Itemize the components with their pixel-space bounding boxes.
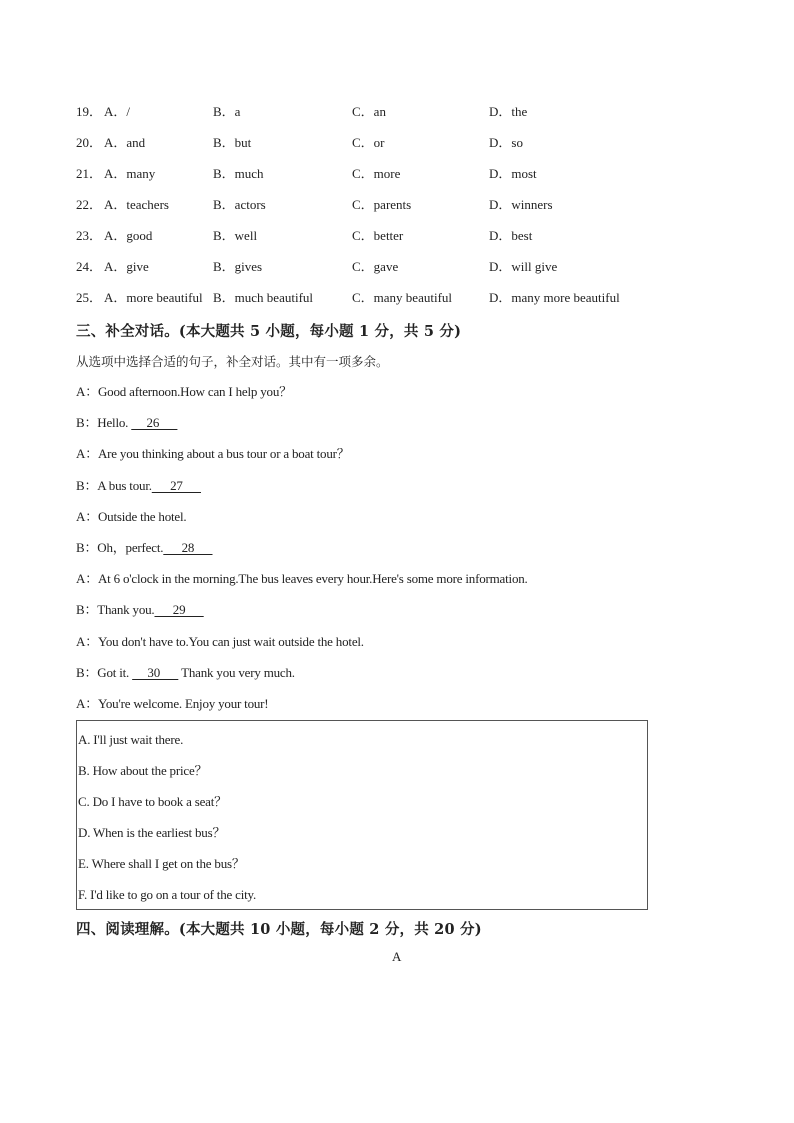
option-b: B．well — [213, 228, 258, 243]
option-a: A．and — [104, 135, 146, 150]
option-c: C．better — [352, 228, 404, 243]
option-a: A．give — [104, 259, 149, 274]
question-number: 25． — [76, 290, 103, 305]
option-b: B．much — [213, 166, 264, 181]
question-number: 24． — [76, 259, 103, 274]
answer-option-a: A. I'll just wait there. — [78, 732, 184, 747]
dialogue-line — [76, 381, 716, 412]
dialogue-text: B：A bus tour. — [76, 477, 152, 493]
blank-27[interactable]: 27 — [151, 477, 201, 493]
question-19 — [76, 101, 676, 132]
blank-30[interactable]: 30 — [132, 664, 179, 680]
question-number: 23． — [76, 228, 103, 243]
section-3-heading: 三、补全对话。(本大题共 5 小题，每小题 1 分，共 5 分) — [76, 323, 462, 340]
question-22 — [76, 194, 676, 225]
question-25 — [76, 287, 676, 318]
dialogue-text: A：You don't have to.You can just wait outside the hotel. — [76, 633, 364, 649]
option-d: D．winners — [489, 197, 553, 212]
option-b: B．actors — [213, 197, 266, 212]
question-number: 20． — [76, 135, 103, 150]
dialogue-text: B：Got it. — [76, 664, 133, 680]
dialogue-line — [76, 443, 716, 474]
question-number: 22． — [76, 197, 103, 212]
option-d: D．so — [489, 135, 523, 150]
option-c: C．an — [352, 104, 386, 119]
option-d: D．the — [489, 104, 528, 119]
option-b: B．but — [213, 135, 252, 150]
option-d: D．most — [489, 166, 537, 181]
option-c: C．gave — [352, 259, 399, 274]
answer-option-b: B. How about the price？ — [78, 763, 208, 778]
dialogue-text: Thank you very much. — [178, 664, 295, 680]
option-c: C．parents — [352, 197, 412, 212]
option-b: B．a — [213, 104, 241, 119]
dialogue-line — [76, 568, 716, 599]
blank-29[interactable]: 29 — [154, 602, 204, 618]
dialogue-text: A：Good afternoon.How can I help you？ — [76, 384, 292, 399]
question-number: 19． — [76, 104, 103, 119]
blank-26[interactable]: 26 — [131, 415, 178, 431]
section-4-heading: 四、阅读理解。(本大题共 10 小题，每小题 2 分，共 20 分) — [76, 921, 482, 938]
option-a: A．teachers — [104, 197, 169, 212]
question-21 — [76, 163, 676, 194]
option-a: A．more beautiful — [104, 290, 203, 305]
dialogue-line — [76, 631, 716, 662]
answer-option-e: E. Where shall I get on the bus？ — [78, 856, 245, 871]
dialogue-text: B：Thank you. — [76, 602, 155, 618]
option-a: A．/ — [104, 104, 131, 119]
answer-option-f: F. I'd like to go on a tour of the city. — [78, 887, 257, 902]
dialogue-line — [76, 506, 716, 537]
question-24 — [76, 256, 676, 287]
option-d: D．best — [489, 228, 533, 243]
answer-option-c: C. Do I have to book a seat？ — [78, 794, 227, 809]
option-d: D．will give — [489, 259, 558, 274]
option-b: B．much beautiful — [213, 290, 314, 305]
option-b: B．gives — [213, 259, 263, 274]
dialogue-line — [76, 662, 716, 693]
option-c: C．more — [352, 166, 401, 181]
answer-options-box — [76, 720, 648, 910]
question-23 — [76, 225, 676, 256]
question-number: 21． — [76, 166, 103, 181]
dialogue-text: A：Are you thinking about a bus tour or a boat tour？ — [76, 446, 350, 462]
question-20 — [76, 132, 676, 163]
dialogue-text: A：You're welcome. Enjoy your tour! — [76, 695, 269, 711]
dialogue-line — [76, 475, 716, 506]
answer-option-d: D. When is the earliest bus？ — [78, 825, 226, 840]
dialogue-text: A：Outside the hotel. — [76, 508, 187, 524]
option-a: A．many — [104, 166, 156, 181]
option-d: D．many more beautiful — [489, 290, 620, 305]
dialogue-text: A：At 6 o'clock in the morning.The bus leaves every hour.Here's some more information. — [76, 571, 528, 587]
dialogue-line — [76, 412, 716, 443]
dialogue-text: B：Hello. — [76, 415, 132, 431]
multiple-choice-list — [76, 101, 676, 318]
dialogue-line — [76, 537, 716, 568]
blank-28[interactable]: 28 — [163, 539, 213, 555]
passage-label: A — [392, 949, 402, 964]
dialogue-line — [76, 599, 716, 630]
dialogue — [76, 381, 716, 724]
section-3-instruction: 从选项中选择合适的句子，补全对话。其中有一项多余。 — [76, 354, 389, 369]
option-a: A．good — [104, 228, 153, 243]
option-c: C．many beautiful — [352, 290, 453, 305]
option-c: C．or — [352, 135, 385, 150]
dialogue-text: B：Oh，perfect. — [76, 539, 164, 555]
